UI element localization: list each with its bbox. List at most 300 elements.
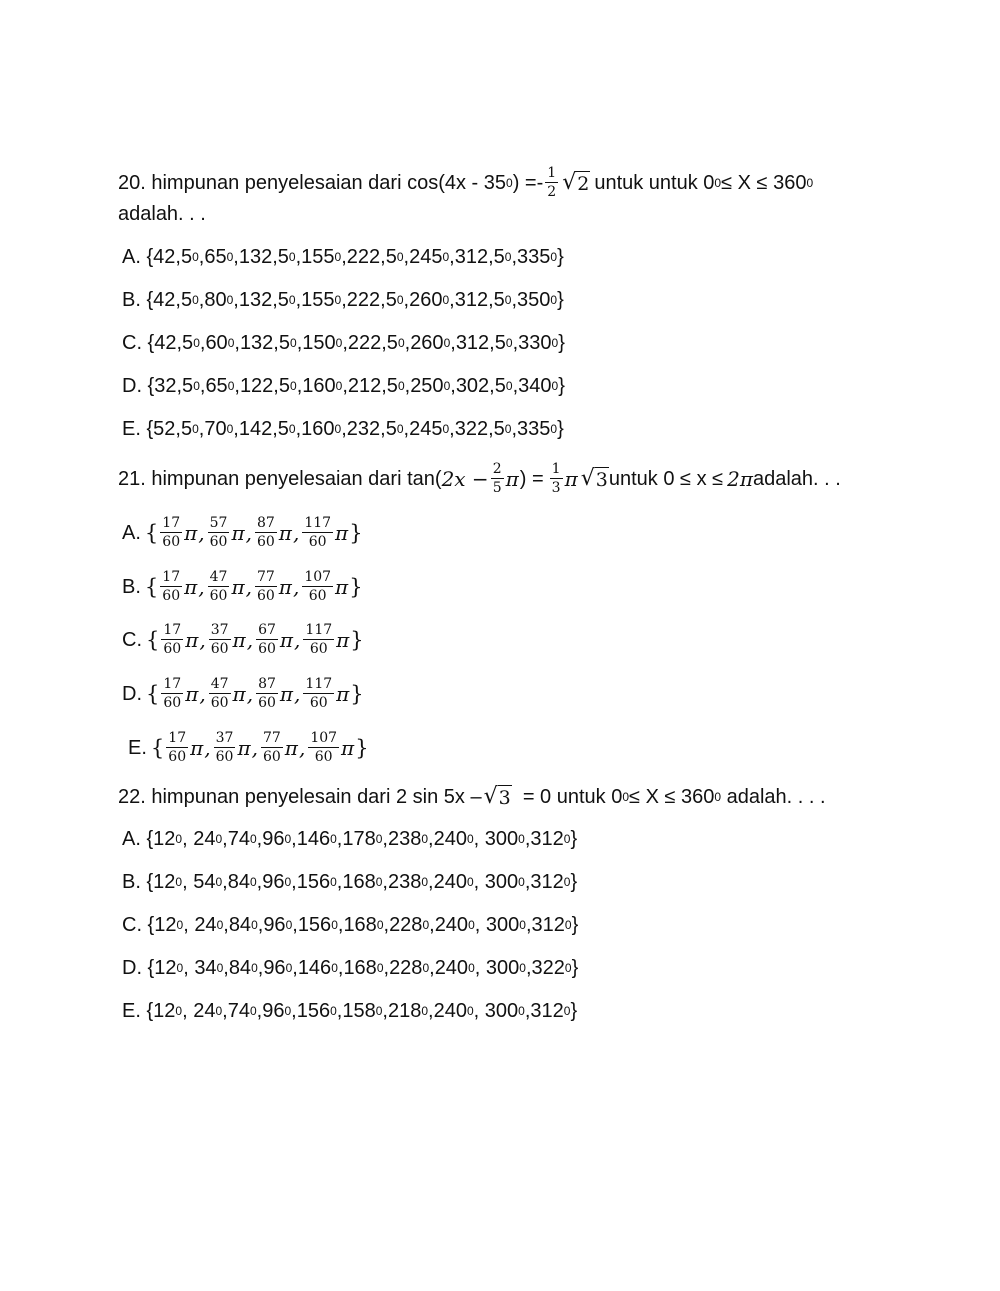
open-brace: { — [144, 574, 159, 599]
option-value: 84 — [227, 871, 250, 893]
fraction — [256, 623, 278, 656]
q20-option-e[interactable]: E. { 52,5 0 , 70 0 , 142,5 0 , 160 0 , 232,5 0 , 245 0 , 322,5 0 , 335 0 } — [122, 415, 564, 443]
denominator: 60 — [309, 641, 328, 657]
option-value: 74 — [227, 828, 250, 850]
q21-text: untuk 0 ≤ x ≤ — [608, 467, 724, 490]
option-value: 42,5 — [153, 246, 193, 268]
separator: , — [256, 828, 263, 850]
option-value: 312,5 — [455, 332, 506, 354]
q21-option-b[interactable] — [122, 570, 363, 603]
separator: , — [256, 871, 263, 893]
separator: , — [245, 520, 252, 545]
option-value: 42,5 — [153, 289, 193, 311]
q20-option-a[interactable]: A. { 42,5 0 , 65 0 , 132,5 0 , 155 0 , 222,5 0 , 245 0 , 312,5 0 , 335 0 } — [122, 243, 564, 271]
separator: , — [473, 1000, 485, 1022]
q20-text: adalah. . . — [118, 203, 206, 225]
separator: , — [234, 332, 240, 354]
numerator: 37 — [215, 730, 234, 746]
option-value: 168 — [342, 871, 376, 893]
option-value: 218 — [387, 1000, 422, 1022]
option-label: D. — [122, 682, 142, 705]
fraction — [261, 731, 283, 764]
separator: , — [525, 957, 532, 979]
fraction — [208, 570, 230, 603]
option-value: 150 — [302, 332, 336, 354]
separator: , — [511, 246, 518, 268]
pi-symbol: π — [237, 735, 251, 760]
option-value: 238 — [387, 828, 422, 850]
option-value: 96 — [262, 828, 285, 850]
q20-text: ≤ X ≤ 360 — [721, 171, 807, 194]
separator: , — [222, 1000, 228, 1022]
option-label: E. { — [122, 1000, 154, 1022]
option-value: 312 — [530, 1000, 564, 1022]
separator: , — [512, 332, 519, 354]
separator: , — [257, 957, 264, 979]
q20-text: untuk untuk 0 — [594, 171, 715, 194]
q21-text: 21. himpunan penyelesaian dari tan( — [118, 467, 442, 490]
square-root: √ 3 — [483, 784, 511, 809]
option-value: 312,5 — [454, 289, 505, 311]
separator: , — [233, 289, 239, 311]
numerator: 87 — [258, 676, 276, 692]
option-value: 312 — [531, 914, 565, 936]
option-value: 96 — [262, 1000, 285, 1022]
separator: , — [246, 681, 254, 706]
fraction — [160, 516, 182, 549]
separator: , — [383, 914, 390, 936]
question-20-stem: 20. himpunan penyelesaian dari cos(4x - 35 0 ) =- $\frac{1}{2}$ √ 2 untuk untuk 0 0 ≤ X ≤ 360 0 — [118, 165, 814, 200]
option-value: 300 — [485, 914, 520, 936]
numerator: 17 — [163, 622, 182, 638]
separator: , — [182, 1000, 194, 1022]
separator: , — [403, 289, 410, 311]
pi-symbol: π — [231, 520, 245, 545]
option-value: 300 — [484, 1000, 519, 1022]
pi-symbol: π — [505, 466, 519, 491]
option-value: 240 — [434, 914, 469, 936]
pi-symbol: π — [564, 466, 578, 491]
separator: , — [257, 914, 264, 936]
separator: , — [198, 246, 205, 268]
option-label: C. — [122, 628, 142, 651]
option-value: 60 — [205, 332, 228, 354]
option-value: 160 — [301, 418, 335, 440]
separator: , — [182, 828, 194, 850]
numerator: 37 — [210, 622, 229, 638]
option-value: 155 — [301, 246, 335, 268]
separator: , — [223, 914, 229, 936]
pi-symbol: π — [284, 735, 298, 760]
fraction: $\frac{1}{2}$ — [547, 165, 557, 200]
numerator: 57 — [209, 515, 228, 531]
q20-option-b[interactable]: B. { 42,5 0 , 80 0 , 132,5 0 , 155 0 , 222,5 0 , 260 0 , 312,5 0 , 350 0 } — [122, 286, 564, 314]
fraction — [166, 731, 188, 764]
pi-symbol: π — [184, 574, 198, 599]
q21-math: 2x − — [441, 466, 489, 491]
denominator: 60 — [163, 695, 182, 711]
separator: , — [198, 418, 205, 440]
separator: , — [222, 828, 228, 850]
separator: , — [294, 627, 301, 652]
separator: , — [473, 871, 485, 893]
close-brace: } — [349, 520, 363, 545]
fraction — [209, 623, 231, 656]
separator: , — [292, 914, 298, 936]
numerator: 67 — [258, 622, 276, 638]
fraction — [303, 623, 334, 656]
option-label: B. { — [122, 871, 154, 893]
separator: , — [450, 375, 456, 397]
pi-symbol: π — [279, 627, 294, 652]
option-value: 222,5 — [346, 246, 397, 268]
pi-symbol: π — [335, 520, 349, 545]
fraction — [256, 677, 278, 710]
option-value: 142,5 — [238, 418, 289, 440]
question-22-stem: 22. himpunan penyelesain dari 2 sin 5x – √ 3 = 0 untuk 0 0 ≤ X ≤ 360 0 adalah. . . . — [118, 784, 826, 809]
numerator: 117 — [304, 515, 332, 531]
option-value: 340 — [518, 375, 552, 397]
option-value: 24 — [193, 828, 216, 850]
separator: , — [428, 1000, 434, 1022]
q22-option-b[interactable]: B. { 12 0 , 54 0 , 84 0 , 96 0 , 156 0 , 168 0 , 238 0 , 240 0 , 300 0 , 312 0 } — [122, 868, 577, 896]
q21-option-c[interactable] — [122, 623, 364, 656]
option-label: B. — [122, 575, 141, 598]
option-value: 156 — [296, 871, 331, 893]
separator: , — [429, 914, 435, 936]
denominator: 60 — [314, 749, 333, 765]
option-label: E. — [128, 736, 147, 759]
separator: , — [298, 735, 306, 760]
option-value: 12 — [153, 1000, 176, 1022]
option-value: 65 — [205, 375, 228, 397]
separator: , — [234, 375, 240, 397]
close-brace: } — [558, 375, 565, 397]
q20-text: ) =- — [512, 171, 544, 194]
separator: , — [292, 520, 300, 545]
denominator: 60 — [309, 695, 328, 711]
separator: , — [403, 418, 410, 440]
q21-option-e[interactable] — [128, 731, 369, 764]
option-value: 238 — [387, 871, 422, 893]
separator: , — [198, 520, 205, 545]
separator: , — [294, 681, 301, 706]
q22-option-a[interactable]: A. { 12 0 , 24 0 , 74 0 , 96 0 , 146 0 , 178 0 , 238 0 , 240 0 , 300 0 , 312 0 } — [122, 825, 577, 853]
option-value: 155 — [301, 289, 335, 311]
q20-text: 20. himpunan penyelesaian dari cos(4x - 35 — [118, 171, 507, 194]
separator: , — [222, 871, 228, 893]
separator: , — [296, 332, 303, 354]
pi-symbol: π — [185, 681, 199, 706]
denominator: 60 — [209, 588, 228, 604]
separator: , — [246, 627, 254, 652]
separator: , — [449, 246, 455, 268]
denominator: 60 — [210, 695, 229, 711]
denominator: 60 — [308, 588, 327, 604]
numerator: 77 — [262, 730, 281, 746]
numerator: 47 — [210, 676, 229, 692]
separator: , — [450, 332, 456, 354]
denominator: 60 — [262, 749, 281, 765]
option-value: 212,5 — [347, 375, 398, 397]
q20-option-c[interactable]: C. { 42,5 0 , 60 0 , 132,5 0 , 150 0 , 222,5 0 , 260 0 , 312,5 0 , 330 0 } — [122, 329, 565, 357]
option-value: 168 — [343, 914, 377, 936]
square-root: √ 3 — [580, 465, 608, 491]
separator: , — [295, 289, 302, 311]
separator: , — [511, 418, 518, 440]
numerator: 17 — [168, 730, 187, 746]
numerator: 47 — [209, 569, 228, 585]
square-root: √ 2 — [562, 169, 590, 195]
option-value: 146 — [296, 828, 331, 850]
pi-symbol: π — [335, 574, 349, 599]
separator: , — [383, 957, 390, 979]
separator: , — [251, 735, 258, 760]
denominator: 60 — [209, 534, 228, 550]
separator: , — [473, 828, 485, 850]
pi-symbol: π — [232, 627, 246, 652]
pi-symbol: π — [232, 681, 246, 706]
q21-math: 2π — [727, 466, 753, 491]
close-brace: } — [558, 332, 565, 354]
separator: , — [199, 332, 206, 354]
option-value: 54 — [193, 871, 216, 893]
pi-symbol: π — [279, 681, 294, 706]
option-value: 52,5 — [153, 418, 193, 440]
option-value: 240 — [433, 871, 467, 893]
separator: , — [428, 871, 434, 893]
option-label: E. { — [122, 418, 154, 440]
option-value: 132,5 — [239, 332, 290, 354]
separator: , — [245, 574, 252, 599]
option-value: 12 — [154, 914, 177, 936]
option-value: 232,5 — [346, 418, 397, 440]
option-value: 158 — [342, 1000, 376, 1022]
fraction — [255, 516, 277, 549]
separator: , — [182, 871, 194, 893]
option-label: A. { — [122, 246, 154, 268]
denominator: 60 — [258, 641, 276, 657]
pi-symbol: π — [278, 574, 292, 599]
option-value: 156 — [297, 914, 332, 936]
q20-option-d[interactable]: D. { 32,5 0 , 65 0 , 122,5 0 , 160 0 , 212,5 0 , 250 0 , 302,5 0 , 340 0 } — [122, 372, 565, 400]
q22-text: adalah. . . . — [721, 786, 826, 808]
separator: , — [199, 375, 206, 397]
separator: , — [524, 871, 531, 893]
separator: , — [233, 246, 239, 268]
separator: , — [403, 246, 410, 268]
separator: , — [336, 1000, 343, 1022]
numerator: 17 — [162, 569, 181, 585]
separator: , — [449, 418, 455, 440]
pi-symbol: π — [231, 574, 245, 599]
option-value: 84 — [228, 957, 252, 979]
pi-symbol: π — [341, 735, 355, 760]
option-value: 322 — [531, 957, 565, 979]
option-value: 245 — [409, 418, 443, 440]
close-brace: } — [571, 957, 579, 979]
fraction — [161, 677, 183, 710]
option-value: 300 — [484, 871, 519, 893]
open-brace: { — [150, 735, 165, 760]
option-label: B. { — [122, 289, 154, 311]
denominator: 60 — [256, 588, 275, 604]
q22-option-c[interactable]: C. { 12 0 , 24 0 , 84 0 , 96 0 , 156 0 , 168 0 , 228 0 , 240 0 , 300 0 , 312 0 } — [122, 911, 578, 939]
option-value: 228 — [389, 914, 423, 936]
option-value: 300 — [485, 957, 520, 979]
separator: , — [295, 246, 302, 268]
option-value: 96 — [262, 871, 285, 893]
separator: , — [429, 957, 435, 979]
numerator: 87 — [256, 515, 275, 531]
open-brace: { — [146, 627, 160, 652]
option-label: D. { — [122, 957, 155, 979]
option-value: 260 — [410, 332, 444, 354]
denominator: 60 — [258, 695, 276, 711]
separator: , — [512, 375, 519, 397]
option-value: 156 — [296, 1000, 331, 1022]
separator: , — [511, 289, 518, 311]
separator: , — [428, 828, 434, 850]
q22-text: ≤ X ≤ 360 — [629, 786, 715, 808]
option-value: 312 — [530, 828, 564, 850]
fraction: $\frac{1}{3}$ — [551, 461, 561, 496]
close-brace: } — [557, 418, 564, 440]
option-value: 350 — [517, 289, 551, 311]
close-brace: } — [355, 735, 369, 760]
fraction — [161, 623, 183, 656]
option-value: 335 — [517, 246, 551, 268]
separator: , — [404, 332, 411, 354]
separator: , — [183, 914, 195, 936]
separator: , — [342, 332, 348, 354]
separator: , — [291, 1000, 297, 1022]
q22-option-d[interactable]: D. { 12 0 , 34 0 , 84 0 , 96 0 , 146 0 , 168 0 , 228 0 , 240 0 , 300 0 , 322 0 } — [122, 954, 578, 982]
fraction — [308, 731, 339, 764]
option-value: 146 — [297, 957, 332, 979]
separator: , — [292, 957, 298, 979]
option-value: 132,5 — [238, 289, 289, 311]
option-value: 245 — [409, 246, 443, 268]
option-value: 70 — [204, 418, 227, 440]
close-brace: } — [570, 828, 578, 850]
pi-symbol: π — [184, 520, 198, 545]
separator: , — [336, 871, 343, 893]
fraction — [214, 731, 236, 764]
option-label: A. — [122, 521, 141, 544]
option-value: 240 — [433, 828, 467, 850]
option-label: C. { — [122, 914, 155, 936]
open-brace: { — [146, 681, 160, 706]
option-value: 24 — [193, 1000, 216, 1022]
option-label: A. { — [122, 828, 154, 850]
separator: , — [198, 289, 205, 311]
numerator: 107 — [310, 730, 338, 746]
option-label: C. { — [122, 332, 155, 354]
separator: , — [382, 1000, 388, 1022]
option-value: 335 — [517, 418, 551, 440]
denominator: 60 — [210, 641, 229, 657]
denominator: 60 — [163, 641, 182, 657]
denominator: 60 — [256, 534, 275, 550]
close-brace: } — [557, 289, 564, 311]
option-value: 96 — [263, 914, 286, 936]
option-value: 12 — [153, 871, 176, 893]
option-value: 250 — [410, 375, 444, 397]
separator: , — [183, 957, 195, 979]
numerator: 117 — [305, 676, 333, 692]
separator: , — [341, 246, 347, 268]
option-value: 24 — [194, 914, 217, 936]
close-brace: } — [570, 1000, 578, 1022]
separator: , — [233, 418, 239, 440]
option-value: 300 — [484, 828, 519, 850]
option-value: 65 — [204, 246, 227, 268]
option-value: 74 — [227, 1000, 250, 1022]
q21-option-a[interactable] — [122, 516, 363, 549]
close-brace: } — [571, 914, 579, 936]
open-brace: { — [144, 520, 159, 545]
q21-option-d[interactable] — [122, 677, 364, 710]
option-value: 240 — [434, 957, 469, 979]
separator: , — [341, 289, 347, 311]
q22-text: = 0 untuk 0 — [511, 786, 623, 808]
pi-symbol: π — [278, 520, 292, 545]
separator: , — [291, 828, 297, 850]
option-value: 240 — [433, 1000, 467, 1022]
separator: , — [199, 681, 206, 706]
option-value: 222,5 — [347, 332, 398, 354]
option-value: 322,5 — [454, 418, 505, 440]
close-brace: } — [350, 681, 364, 706]
option-value: 122,5 — [239, 375, 290, 397]
option-value: 42,5 — [154, 332, 194, 354]
q22-option-e[interactable]: E. { 12 0 , 24 0 , 74 0 , 96 0 , 156 0 , 158 0 , 218 0 , 240 0 , 300 0 , 312 0 } — [122, 997, 577, 1025]
option-value: 222,5 — [346, 289, 397, 311]
fraction — [303, 677, 334, 710]
option-value: 260 — [409, 289, 443, 311]
numerator: 17 — [163, 676, 182, 692]
separator: , — [296, 375, 303, 397]
separator: , — [449, 289, 455, 311]
separator: , — [404, 375, 411, 397]
option-value: 302,5 — [455, 375, 506, 397]
close-brace: } — [557, 246, 564, 268]
q22-text: 22. himpunan penyelesain dari 2 sin 5x – — [118, 786, 482, 808]
fraction — [208, 516, 230, 549]
denominator: 60 — [215, 749, 234, 765]
option-value: 80 — [204, 289, 227, 311]
separator: , — [474, 957, 486, 979]
q21-text: adalah. . . — [752, 467, 841, 490]
close-brace: } — [349, 574, 363, 599]
q21-text: ) = — [519, 467, 544, 490]
fraction — [160, 570, 182, 603]
option-value: 12 — [154, 957, 177, 979]
option-value: 96 — [263, 957, 286, 979]
question-20-stem-line2 — [118, 200, 206, 228]
close-brace: } — [350, 627, 364, 652]
separator: , — [382, 871, 388, 893]
separator: , — [341, 418, 347, 440]
option-value: 84 — [228, 914, 252, 936]
pi-symbol: π — [185, 627, 199, 652]
denominator: 60 — [168, 749, 187, 765]
denominator: 60 — [162, 534, 181, 550]
separator: , — [524, 1000, 531, 1022]
pi-symbol: π — [336, 681, 350, 706]
separator: , — [223, 957, 229, 979]
